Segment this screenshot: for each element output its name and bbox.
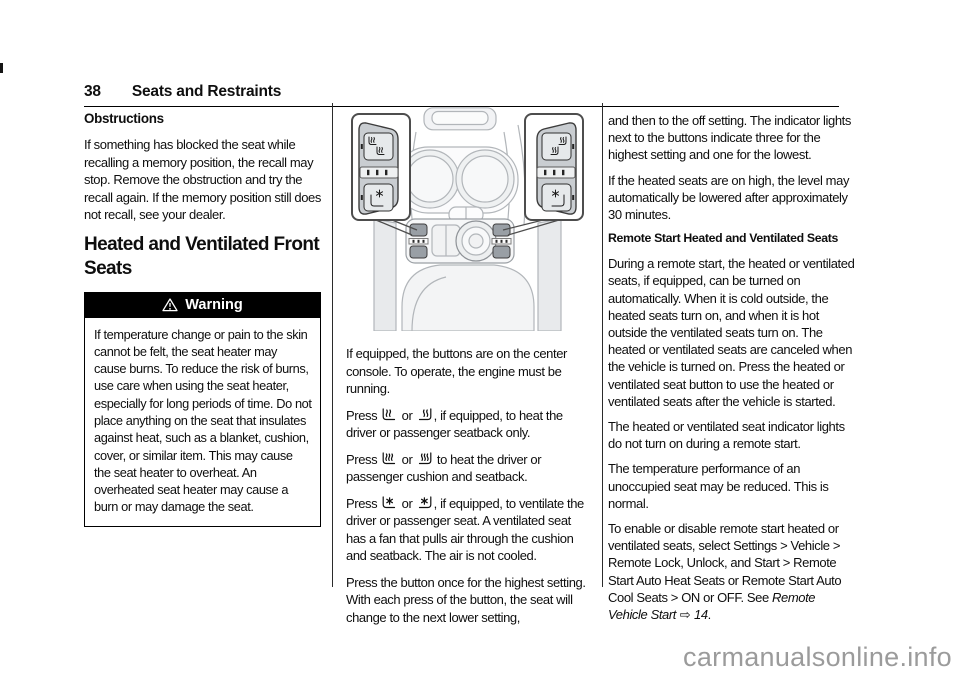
temperature-paragraph: The temperature performance of an unoccupied seat may be reduced. This is normal. — [608, 461, 829, 511]
armrest — [402, 265, 534, 331]
warning-title: Warning — [185, 296, 243, 313]
press-full-heat-paragraph — [346, 451, 589, 486]
obstructions-paragraph: If something has blocked the seat while recalling a memory position, the recall may stop. Remove the obstruction and try the recall again. If the memory position still does not recall, see your dealer. — [84, 137, 321, 222]
warning-box — [84, 292, 321, 527]
press-label: Press — [346, 451, 381, 467]
section-heading: Heated and Ventilated Front Seats — [84, 233, 320, 279]
middle-column — [346, 107, 589, 635]
or-label: or — [398, 495, 416, 511]
press-ventilate-paragraph — [346, 495, 589, 565]
indicator-lights-strip — [360, 167, 398, 178]
console-side-right — [538, 219, 561, 331]
indicator-lights-paragraph: and then to the off setting. The indicator lights next to the buttons indicate three for the highest setting and one for the lowest. — [608, 113, 851, 163]
ventilated-seat-button-driver — [364, 184, 393, 211]
settings-reference-paragraph — [608, 520, 856, 624]
left-column — [84, 111, 321, 527]
heated-seat-driver-icon — [381, 452, 397, 466]
or-label: or — [398, 451, 416, 467]
obstructions-heading: Obstructions — [84, 111, 164, 126]
warning-header — [85, 293, 320, 318]
ventilated-seat-driver-icon — [381, 496, 397, 510]
warning-body — [85, 318, 320, 526]
reference-page-number: 14 — [694, 607, 708, 623]
remote-start-subheading: Remote Start Heated and Ventilated Seats — [608, 231, 838, 246]
warning-text: If temperature change or pain to the skin cannot be felt, the seat heater may cause burns. To reduce the risk of burns, use care when using the seat heater, especially for long periods of time. Do not place anything on the seat that insulates against heat, such as a blanket, cushion, cover, or similar item. This may cause the seat heater to overheat. An overheated seat heater may cause a burn or may damage the seat. — [94, 326, 312, 515]
auto-lower-paragraph: If the heated seats are on high, the level may automatically be lowered after approximately 30 minutes. — [608, 172, 850, 223]
press-levels-paragraph: Press the button once for the highest setting. With each press of the button, the seat will change to the next lower setting, — [346, 574, 586, 625]
heated-seat-button-driver — [364, 133, 393, 160]
right-column — [608, 112, 856, 632]
ventilated-seat-button-passenger — [542, 184, 571, 211]
ventilated-seat-passenger-icon — [417, 496, 433, 510]
console-side-left — [374, 219, 396, 331]
indicator-lights-strip — [537, 167, 575, 178]
press-full-heat-text: to heat the driver or passenger cushion and seatback. — [346, 451, 542, 484]
center-console-figure — [346, 107, 589, 331]
console-seat-buttons-left — [409, 224, 428, 258]
heated-seat-passenger-icon — [417, 452, 433, 466]
remote-start-paragraph: During a remote start, the heated or ventilated seats, if equipped, can be turned on automatically. When it is cold outside, the heated seats turn on, and when it is hot outside the ventilated seats turn on. The heated or ventilated seats are canceled when the vehicle is turned on. Press the heated or ventilated seat button to use the heated or ventilated seats after the vehicle is started. — [608, 256, 855, 409]
page-title: Seats and Restraints — [131, 83, 282, 100]
heated-seatback-passenger-icon — [417, 408, 433, 422]
heated-seat-button-passenger — [542, 133, 571, 160]
press-label: Press — [346, 495, 381, 511]
settings-reference-text: To enable or disable remote start heated or ventilated seats, select Settings > Vehicle > Remote Lock, Unlock, and Start > Remote Start Auto Heat Seats or Remote Start Auto Cool Seats > ON or OFF. See — [608, 521, 842, 605]
indicator-remote-paragraph: The heated or ventilated seat indicator lights do not turn on during a remote start. — [608, 419, 845, 452]
reference-period: . — [707, 607, 711, 623]
press-seatback-paragraph — [346, 407, 589, 442]
page-number: 38 — [84, 83, 101, 100]
warning-triangle-icon — [162, 298, 178, 312]
heated-seatback-driver-icon — [381, 408, 397, 422]
press-label: Press — [346, 407, 381, 423]
column-divider-left — [332, 103, 333, 587]
press-seatback-text: , if equipped, to heat the driver or passenger seatback only. — [346, 407, 563, 440]
reference-title: Remote Vehicle Start — [608, 589, 816, 623]
right-callout-box — [525, 114, 583, 220]
left-callout-box — [352, 114, 410, 220]
watermark: carmanualsonline.info — [683, 642, 952, 672]
press-ventilate-text: , if equipped, to ventilate the driver or passenger seat. A ventilated seat has a fan that pulls air through the cushion and seatback. The air is not cooled. — [346, 495, 584, 563]
or-label: or — [398, 407, 416, 423]
page-header — [84, 83, 839, 107]
column-divider-right — [602, 103, 603, 587]
figure-intro-paragraph: If equipped, the buttons are on the center console. To operate, the engine must be running. — [346, 346, 567, 396]
reference-arrow-icon: ⇨ — [676, 608, 694, 624]
page-edge-mark — [0, 63, 3, 73]
